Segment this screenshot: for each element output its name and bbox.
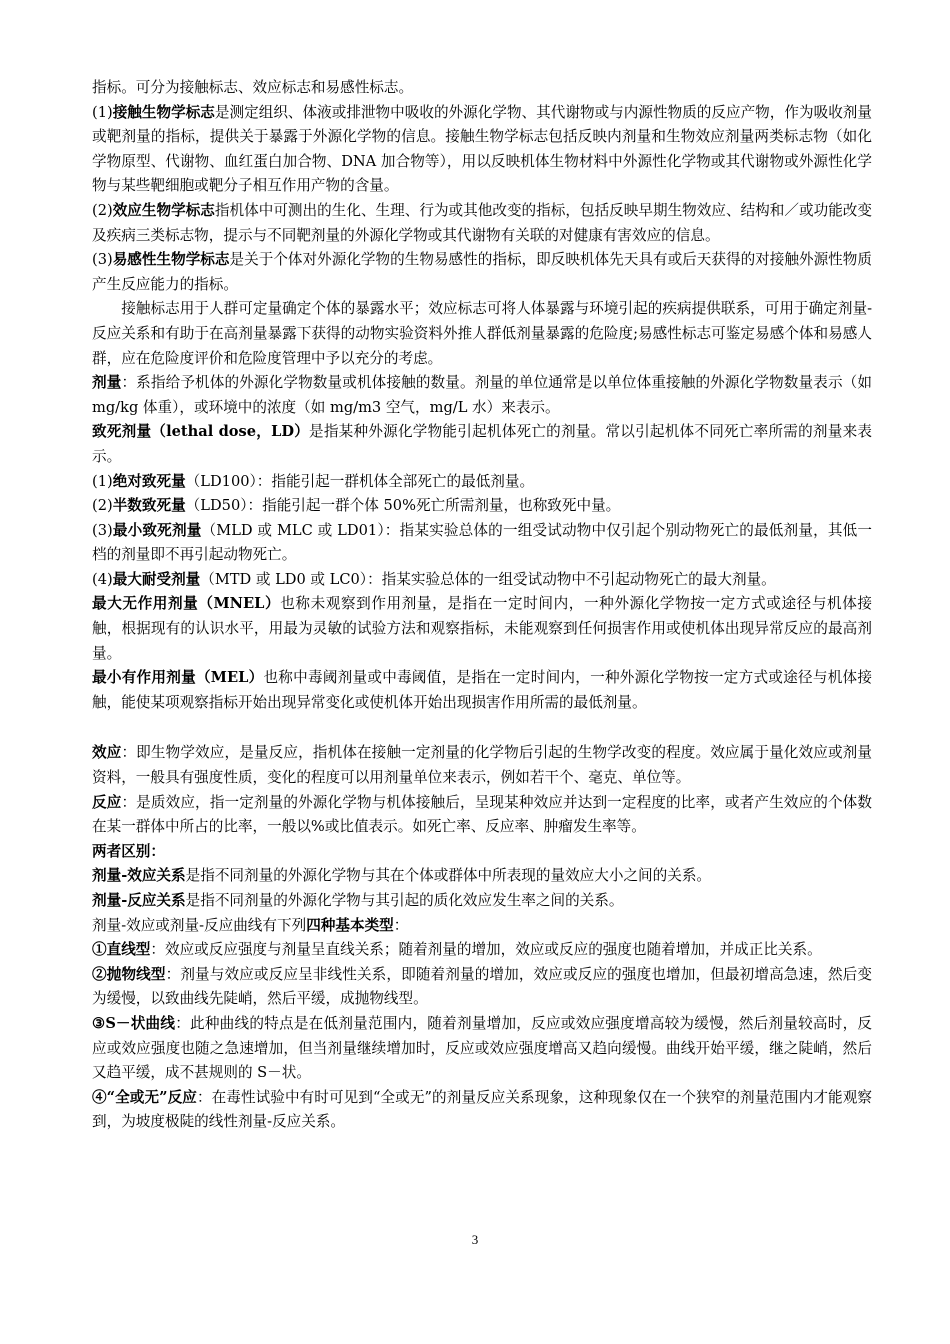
bold-term: 剂量 (92, 374, 122, 392)
paragraph (92, 741, 872, 790)
paragraph (92, 371, 872, 420)
paragraph (92, 199, 872, 248)
paragraph (92, 1086, 872, 1135)
bold-term: ③S－状曲线 (92, 1014, 176, 1032)
paragraph (92, 568, 872, 593)
bold-term: 反应 (92, 793, 122, 811)
text-run: (1) (92, 103, 113, 121)
text-run: (1) (92, 472, 113, 490)
bold-term: 绝对致死量 (112, 472, 186, 490)
bold-term: 剂量-效应关系 (92, 867, 186, 885)
paragraph (92, 76, 872, 101)
bold-term: 最大耐受剂量 (112, 570, 201, 588)
text-run: （MTD 或 LD0 或 LC0）：指某实验总体的一组受试动物中不引起动物死亡的最大剂量。 (200, 570, 776, 588)
paragraph (92, 840, 872, 865)
text-run: (3) (92, 251, 113, 269)
bold-term: 最小有作用剂量（MEL） (92, 669, 264, 687)
bold-term: 剂量-反应关系 (92, 892, 186, 909)
bold-term: ④“全或无”反应 (92, 1088, 197, 1106)
text-run: (2) (92, 201, 113, 219)
bold-term: 效应 (92, 744, 122, 762)
paragraph (92, 248, 872, 297)
text-run: ：剂量与效应或反应呈非线性关系，即随着剂量的增加，效应或反应的强度也增加，但最初增高急速，然后变为缓慢，以致曲线先陡峭，然后平缓，成抛物线型。 (92, 965, 872, 1008)
paragraph (92, 889, 872, 914)
bold-term: ①直线型 (92, 941, 151, 959)
text-run: （LD50）：指能引起一群个体 50%死亡所需剂量，也称致死中量。 (185, 497, 621, 515)
paragraph (92, 494, 872, 519)
text-run: 指标。可分为接触标志、效应标志和易感性标志。 (92, 79, 414, 96)
paragraph (92, 101, 872, 199)
bold-term: 最小致死剂量 (112, 521, 202, 539)
bold-term: 接触生物学标志 (112, 103, 215, 121)
bold-term: 易感性生物学标志 (112, 251, 230, 269)
bold-term: 效应生物学标志 (112, 201, 215, 219)
text-run: 是指不同剂量的外源化学物与其引起的质化效应发生率之间的关系。 (185, 892, 624, 909)
text-run: ：是质效应，指一定剂量的外源化学物与机体接触后，呈现某种效应并达到一定程度的比率，或者产生效应的个体数在某一群体中所占的比率，一般以%或比值表示。如死亡率、反应率、肿瘤发生率等。 (92, 793, 872, 836)
paragraph (92, 420, 872, 469)
bold-term: 致死剂量（lethal dose，LD） (92, 423, 310, 441)
text-run: ：在毒性试验中有时可见到“全或无”的剂量反应关系现象，这种现象仅在一个狭窄的剂量范围内才能观察到，为坡度极陡的线性剂量-反应关系。 (92, 1088, 872, 1131)
paragraph (92, 938, 872, 963)
text-run: 剂量-效应或剂量-反应曲线有下列 (92, 916, 307, 934)
bold-term: ②抛物线型 (92, 965, 166, 983)
text-run: 也称中毒阈剂量或中毒阈值，是指在一定时间内，一种外源化学物按一定方式或途径与机体接触，能使某项观察指标开始出现异常变化或使机体开始出现损害作用所需的最低剂量。 (92, 669, 872, 711)
bold-term: 四种基本类型 (306, 916, 394, 934)
paragraph (92, 470, 872, 495)
text-run: 是指不同剂量的外源化学物与其在个体或群体中所表现的量效应大小之间的关系。 (185, 867, 712, 885)
text-run: ：即生物学效应，是量反应，指机体在接触一定剂量的化学物后引起的生物学改变的程度。效应属于量化效应或剂量资料，一般具有强度性质，变化的程度可以用剂量单位来表示，例如若干个、毫克、单位等。 (92, 744, 872, 787)
paragraph (92, 914, 872, 939)
text-run: (3) (92, 521, 113, 539)
text-run: （MLD 或 MLC 或 LD01）：指某实验总体的一组受试动物中仅引起个别动物死亡的最低剂量，其低一档的剂量即不再引起动物死亡。 (92, 521, 872, 564)
paragraph (92, 519, 872, 568)
paragraph (92, 1012, 872, 1086)
paragraph-gap (92, 715, 872, 741)
text-run: ：效应或反应强度与剂量呈直线关系；随着剂量的增加，效应或反应的强度也随着增加，并成正比关系。 (150, 941, 822, 959)
text-run: (2) (92, 497, 113, 515)
paragraph (92, 963, 872, 1012)
text-run: ： (393, 916, 409, 934)
bold-term: 最大无作用剂量（MNEL） (92, 595, 281, 613)
paragraph (92, 864, 872, 889)
text-run: 是测定组织、体液或排泄物中吸收的外源化学物、其代谢物或与内源性物质的反应产物，作为吸收剂量或靶剂量的指标，提供关于暴露于外源化学物的信息。接触生物学标志包括反映内剂量和生物效应剂量两类标志物（如化学物原型、代谢物、血红蛋白加合物、DNA 加合物等），用以反映机体生物材料中外源性化学物或其代谢物或外源性化学物与某些靶细胞或靶分子相互作用产物的含量。 (92, 103, 872, 195)
bold-term: 半数致死量 (112, 497, 186, 515)
text-run: 是指某种外源化学物能引起机体死亡的剂量。常以引起机体不同死亡率所需的剂量来表示。 (92, 423, 872, 465)
text-run: ：系指给予机体的外源化学物数量或机体接触的数量。剂量的单位通常是以单位体重接触的外源化学物数量表示（如 mg/kg 体重），或环境中的浓度（如 mg/m3 空气，mg/L 水）来表示。 (92, 374, 872, 416)
paragraph (92, 666, 872, 715)
paragraph (92, 592, 872, 666)
paragraph (92, 297, 872, 371)
paragraph (92, 791, 872, 840)
text-run: 指机体中可测出的生化、生理、行为或其他改变的指标，包括反映早期生物效应、结构和／或功能改变及疾病三类标志物，提示与不同靶剂量的外源化学物或其代谢物有关联的对健康有害效应的信息。 (92, 201, 872, 244)
page-number: 3 (471, 1232, 479, 1247)
text-run: 也称未观察到作用剂量，是指在一定时间内，一种外源化学物按一定方式或途径与机体接触，根据现有的认识水平，用最为灵敏的试验方法和观察指标，未能观察到任何损害作用或使机体出现异常反应的最高剂量。 (92, 595, 872, 662)
text-run: 是关于个体对外源化学物的生物易感性的指标，即反映机体先天具有或后天获得的对接触外源性物质产生反应能力的指标。 (92, 251, 872, 293)
text-run: 接触标志用于人群可定量确定个体的暴露水平；效应标志可将人体暴露与环境引起的疾病提供联系，可用于确定剂量-反应关系和有助于在高剂量暴露下获得的动物实验资料外推人群低剂量暴露的危险度;易感性标志可鉴定易感个体和易感人群，应在危险度评价和危险度管理中予以充分的考虑。 (92, 300, 872, 367)
text-run: （LD100）：指能引起一群机体全部死亡的最低剂量。 (185, 472, 535, 490)
text-run: (4) (92, 570, 113, 588)
bold-term: 两者区别： (92, 842, 165, 860)
document-body (92, 76, 872, 1135)
text-run: ：此种曲线的特点是在低剂量范围内，随着剂量增加，反应或效应强度增高较为缓慢，然后剂量较高时，反应或效应强度也随之急速增加，但当剂量继续增加时，反应或效应强度增高又趋向缓慢。曲线开始平缓，继之陡峭，然后又趋平缓，成不甚规则的 S－状。 (92, 1014, 872, 1082)
